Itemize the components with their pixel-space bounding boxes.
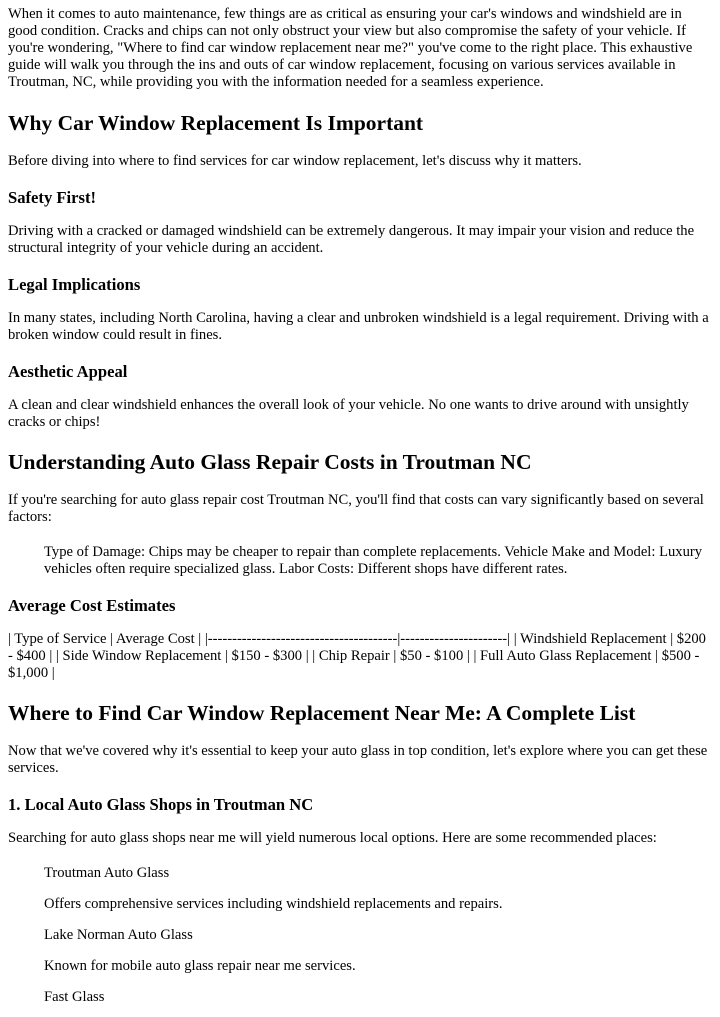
list-item: Offers comprehensive services including windshield replacements and repairs. bbox=[44, 896, 503, 912]
list-item: Troutman Auto Glass bbox=[44, 865, 170, 881]
cost-estimates-table-text: | Type of Service | Average Cost | |---------------------------------------|----------------------| | Windshield Replacement | $200 - $400 | | Side Window Replacement | $150 - $300 | | Chip Repair | $50 - $100 | | Full Auto Glass Replacement | $500 - $1,000 | bbox=[8, 631, 706, 681]
subheading-aesthetic: Aesthetic Appeal bbox=[8, 362, 128, 381]
subheading-estimates: Average Cost Estimates bbox=[8, 596, 176, 615]
legal-paragraph: In many states, including North Carolina, having a clear and unbroken windshield is a legal requirement. Driving with a broken window could result in fines. bbox=[8, 310, 709, 343]
subheading-safety: Safety First! bbox=[8, 188, 97, 207]
intro-paragraph: When it comes to auto maintenance, few things are as critical as ensuring your car's windows and windshield are in good condition. Cracks and chips can not only obstruct your view but also compromise the safety of your vehicle. If you're wondering, "Where to find car window replacement near me?" you've come to the right place. This exhaustive guide will walk you through the ins and outs of car window replacement, focusing on various services available in Troutman, NC, while providing you with the information needed for a seamless experience. bbox=[8, 6, 693, 90]
local-shops-lead-paragraph: Searching for auto glass shops near me will yield numerous local options. Here are some recommended places: bbox=[8, 830, 657, 846]
where-to-find-lead-paragraph: Now that we've covered why it's essential to keep your auto glass in top condition, let's explore where you can get these services. bbox=[8, 743, 708, 776]
list-item: Known for mobile auto glass repair near me services. bbox=[44, 958, 356, 974]
subheading-local-shops: 1. Local Auto Glass Shops in Troutman NC bbox=[8, 795, 314, 814]
list-item: Lake Norman Auto Glass bbox=[44, 927, 193, 943]
safety-paragraph: Driving with a cracked or damaged windshield can be extremely dangerous. It may impair your vision and reduce the structural integrity of your vehicle during an accident. bbox=[8, 223, 695, 256]
section-heading-costs: Understanding Auto Glass Repair Costs in Troutman NC bbox=[8, 450, 532, 474]
cost-factors-blockquote: Type of Damage: Chips may be cheaper to repair than complete replacements. Vehicle Make and Model: Luxury vehicles often require specialized glass. Labor Costs: Different shops have different rates. bbox=[44, 544, 703, 577]
section-heading-importance: Why Car Window Replacement Is Important bbox=[8, 111, 424, 135]
costs-lead-paragraph: If you're searching for auto glass repair cost Troutman NC, you'll find that costs can vary significantly based on several factors: bbox=[8, 492, 704, 525]
section-heading-where-to-find: Where to Find Car Window Replacement Near Me: A Complete List bbox=[8, 701, 636, 725]
subheading-legal: Legal Implications bbox=[8, 275, 141, 294]
shop-list bbox=[44, 865, 712, 1006]
aesthetic-paragraph: A clean and clear windshield enhances the overall look of your vehicle. No one wants to drive around with unsightly cracks or chips! bbox=[8, 397, 689, 430]
importance-lead-paragraph: Before diving into where to find services for car window replacement, let's discuss why it matters. bbox=[8, 153, 582, 169]
list-item: Fast Glass bbox=[44, 989, 105, 1005]
